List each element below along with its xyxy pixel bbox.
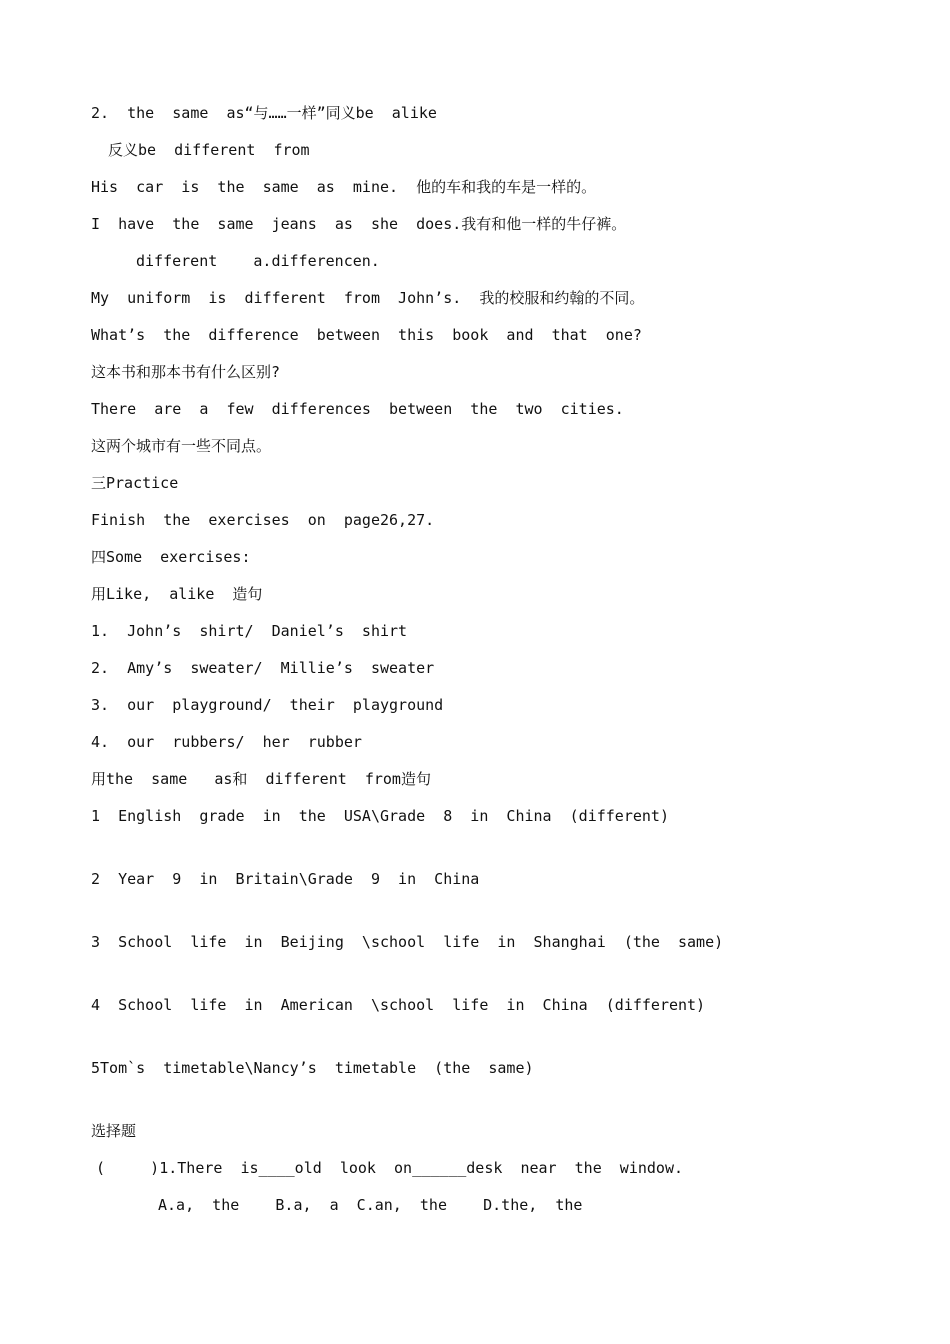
mc-question-1: ( )1.There is____old look on______desk near the window. — [96, 1159, 683, 1177]
sentence-task-3: 3 School life in Beijing \school life in Shanghai (the same) — [91, 933, 724, 951]
instruction-like-alike: 用Like, alike 造句 — [91, 585, 263, 603]
text-line-example-cities: There are a few differences between the two cities. — [91, 400, 624, 418]
sentence-task-2: 2 Year 9 in Britain\Grade 9 in China — [91, 870, 480, 888]
text-line-example-uniform: My uniform is different from John’s. 我的校服和约翰的不同。 — [91, 289, 645, 307]
text-line-example-jeans: I have the same jeans as she does.我有和他一样的牛仔裤。 — [91, 215, 627, 233]
section-heading-multiple-choice: 选择题 — [91, 1122, 137, 1140]
text-line-antonym: 反义be different from — [108, 141, 310, 159]
sentence-task-4: 4 School life in American \school life in China (different) — [91, 996, 706, 1014]
exercise-item-3: 3. our playground/ their playground — [91, 696, 444, 714]
text-line-translation-cities: 这两个城市有一些不同点。 — [91, 437, 272, 455]
text-line-example-car: His car is the same as mine. 他的车和我的车是一样的。 — [91, 178, 597, 196]
text-line-translation-book: 这本书和那本书有什么区别? — [91, 363, 281, 381]
text-line-same-as: 2. the same as“与……一样”同义be alike — [91, 104, 437, 122]
sentence-task-1: 1 English grade in the USA\Grade 8 in China (different) — [91, 807, 669, 825]
exercise-item-1: 1. John’s shirt/ Daniel’s shirt — [91, 622, 408, 640]
mc-question-1-options: A.a, the B.a, a C.an, the D.the, the — [158, 1196, 583, 1214]
exercise-item-4: 4. our rubbers/ her rubber — [91, 733, 362, 751]
section-heading-practice: 三Practice — [91, 474, 179, 492]
exercise-item-2: 2. Amy’s sweater/ Millie’s sweater — [91, 659, 435, 677]
section-heading-exercises: 四Some exercises: — [91, 548, 251, 566]
instruction-same-different: 用the same as和 different from造句 — [91, 770, 431, 788]
text-line-example-difference: What’s the difference between this book and that one? — [91, 326, 642, 344]
sentence-task-5: 5Tom`s timetable\Nancy’s timetable (the same) — [91, 1059, 534, 1077]
text-line-different-word: different a.differencen. — [136, 252, 380, 270]
text-line-finish-exercises: Finish the exercises on page26,27. — [91, 511, 435, 529]
